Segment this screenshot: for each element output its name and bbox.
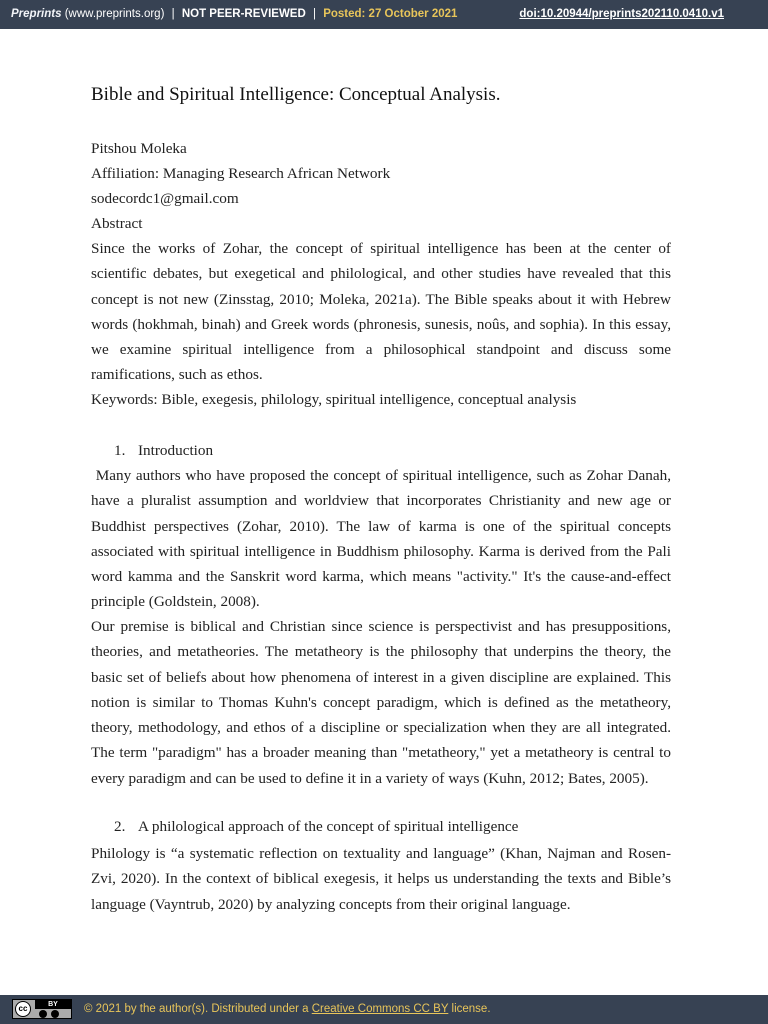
preprint-header-bar: [0, 0, 768, 29]
license-link[interactable]: Creative Commons CC BY: [311, 1003, 449, 1015]
section-number: 2.: [114, 818, 126, 835]
abstract-text: Since the works of Zohar, the concept of spiritual intelligence has been at the center of scientific debates, but exegetical and philological, and other studies have revealed that this concept is not new (Zinsstag, 2010; Moleka, 2021a). The Bible speaks about it with Hebrew words (hokhmah, binah) and Greek words (phronesis, sunesis, noûs, and sophia). In this essay, we examine spiritual intelligence from a philosophical standpoint and discuss some ramifications, such as ethos.: [91, 240, 671, 384]
header-separator: |: [312, 8, 316, 20]
license-suffix: license.: [451, 1003, 491, 1015]
author-name: Pitshou Moleka: [91, 140, 187, 157]
creative-commons-badge[interactable]: [12, 999, 72, 1019]
preprints-url[interactable]: (www.preprints.org): [64, 8, 165, 20]
doi-link[interactable]: doi:10.20944/preprints202110.0410.v1: [519, 8, 724, 20]
attribution-icon: [39, 1010, 47, 1018]
author-email[interactable]: sodecordc1@gmail.com: [91, 190, 239, 207]
philology-paragraph: Philology is “a systematic reflection on textuality and language” (Khan, Najman and Rosen-Zvi, 2020). In the context of biblical exegesis, it helps us understanding the texts and Bible’s language (Vayntrub, 2020) by analyzing concepts from their original language.: [91, 845, 671, 913]
paper-title: Bible and Spiritual Intelligence: Conceptual Analysis.: [91, 84, 501, 105]
section-title: Introduction: [138, 442, 214, 459]
intro-paragraph-2: Our premise is biblical and Christian since science is perspectivist and has presuppositions, theories, and metatheories. The metatheory is the philosophy that underpins the theory, the basic set of beliefs about how phenomena of interest in a given discipline are explained. This notion is similar to Thomas Kuhn's concept paradigm, which is defined as the metatheory, theory, methodology, and ethos of a discipline or specialization when they are all integrated. The term "paradigm" has a broader meaning than "metatheory," yet a metatheory is central to every paradigm and can be used to define it in a variety of ways (Kuhn, 2012; Bates, 2005).: [91, 618, 671, 787]
attribution-icon: [51, 1010, 59, 1018]
review-status: NOT PEER-REVIEWED: [181, 8, 306, 20]
author-affiliation: Affiliation: Managing Research African Network: [91, 165, 391, 182]
header-info: [11, 0, 457, 29]
keywords: Keywords: Bible, exegesis, philology, spiritual intelligence, conceptual analysis: [91, 391, 577, 408]
preprints-brand: Preprints: [11, 8, 62, 20]
posted-date: Posted: 27 October 2021: [323, 8, 458, 20]
intro-paragraph-1: Many authors who have proposed the concept of spiritual intelligence, such as Zohar Danah, have a pluralist assumption and worldview that incorporates Christianity and new age or Buddhist perspectives (Zohar, 2010). The law of karma is one of the spiritual concepts associated with spiritual intelligence in Buddhism philosophy. Karma is derived from the Pali word kamma and the Sanskrit word karma, which means "activity." It's the cause-and-effect principle (Goldstein, 2008).: [91, 467, 671, 611]
cc-by-label: BY: [35, 1000, 71, 1009]
cc-icon: cc: [15, 1001, 31, 1017]
section-title: A philological approach of the concept of spiritual intelligence: [138, 818, 519, 835]
license-footer-bar: [0, 995, 768, 1024]
copyright-text: © 2021 by the author(s). Distributed under a: [84, 1003, 309, 1015]
license-text: [84, 995, 491, 1024]
section-heading-philological: [114, 818, 518, 836]
section-heading-introduction: [114, 442, 213, 460]
section-number: 1.: [114, 442, 126, 459]
abstract-heading: Abstract: [91, 215, 143, 232]
header-separator: |: [171, 8, 175, 20]
